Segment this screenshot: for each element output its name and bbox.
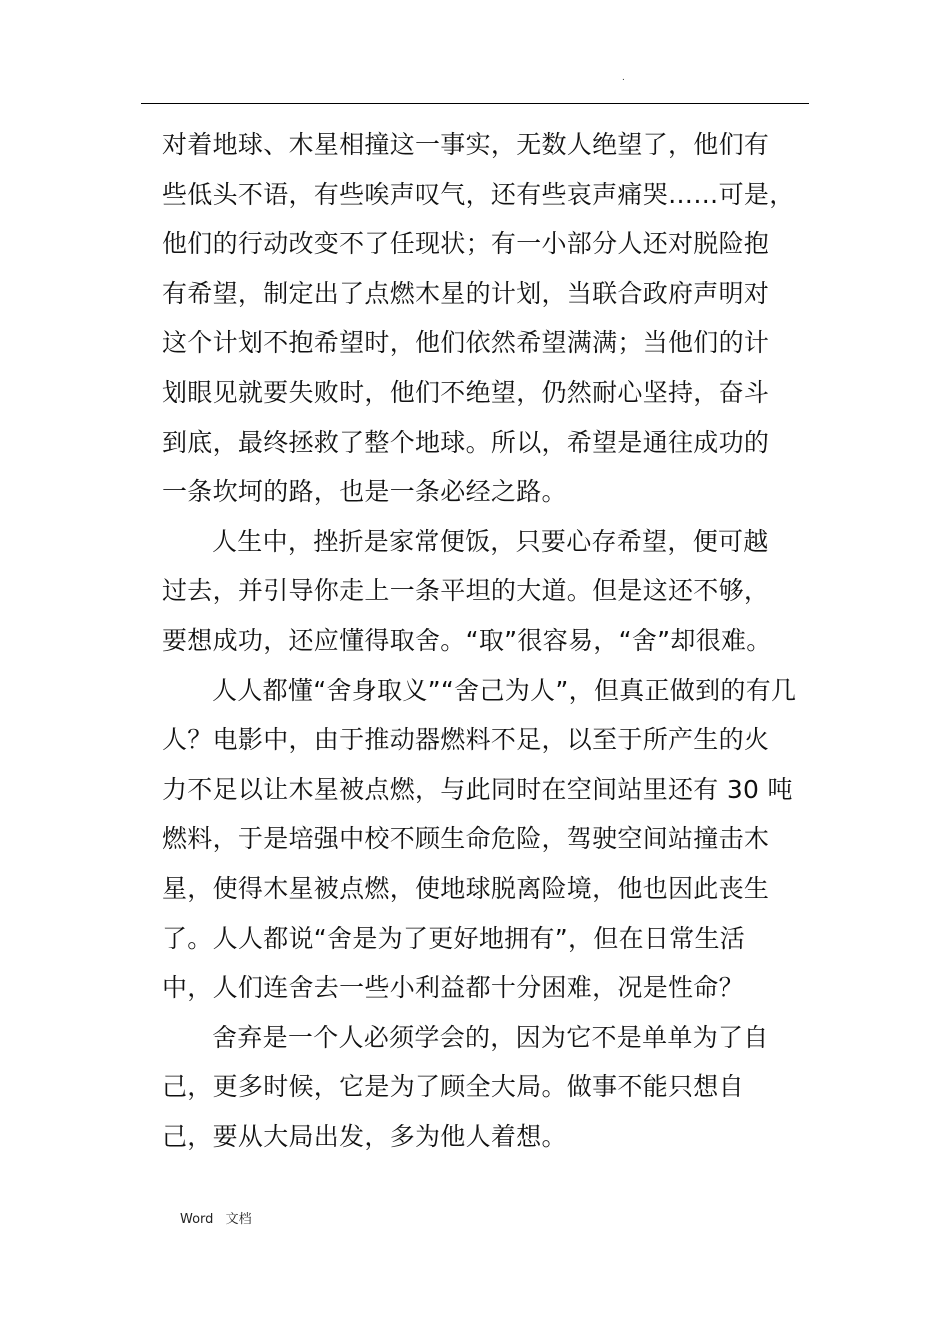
text-line: 要想成功，还应懂得取舍。“取”很容易，“舍”却很难。 <box>162 625 772 655</box>
text-line: 划眼见就要失败时，他们不绝望，仍然耐心坚持，奋斗 <box>162 377 770 407</box>
page-footer <box>180 1211 252 1229</box>
text-line: 一条坎坷的路，也是一条必经之路。 <box>162 477 567 507</box>
text-line: 燃料，于是培强中校不顾生命危险，驾驶空间站撞击木 <box>162 824 770 854</box>
text-line: 对着地球、木星相撞这一事实，无数人绝望了，他们有 <box>162 130 770 159</box>
paragraph-start-line: 舍弃是一个人必须学会的，因为它不是单单为了自 <box>212 1022 769 1052</box>
text-line: 己，更多时候，它是为了顾全大局。做事不能只想自 <box>162 1072 744 1102</box>
text-line: 些低头不语，有些唉声叹气，还有些哀声痛哭……可是， <box>162 179 795 209</box>
text-line: 力不足以让木星被点燃，与此同时在空间站里还有 30 吨 <box>162 774 793 804</box>
text-line: 星，使得木星被点燃，使地球脱离险境，他也因此丧生 <box>162 873 770 903</box>
text-line: 这个计划不抱希望时，他们依然希望满满；当他们的计 <box>162 328 770 358</box>
header-mark: . <box>622 72 625 83</box>
header-divider <box>141 103 809 104</box>
document-body <box>162 120 802 1161</box>
text-line: 了。人人都说“舍是为了更好地拥有”，但在日常生活 <box>162 923 746 953</box>
text-line: 他们的行动改变不了任现状；有一小部分人还对脱险抱 <box>162 229 770 259</box>
footer-doc-label: 文档 <box>225 1212 252 1227</box>
text-line: 有希望，制定出了点燃木星的计划，当联合政府声明对 <box>162 278 770 308</box>
text-line: 到底，最终拯救了整个地球。所以，希望是通往成功的 <box>162 427 770 457</box>
paragraph-start-line: 人人都懂“舍身取义”“舍己为人”，但真正做到的有几 <box>212 675 797 705</box>
footer-word-label: Word <box>180 1212 214 1227</box>
paragraph-start-line: 人生中，挫折是家常便饭，只要心存希望，便可越 <box>212 526 769 556</box>
text-line: 中，人们连舍去一些小利益都十分困难，况是性命？ <box>162 973 744 1003</box>
text-line: 己，要从大局出发，多为他人着想。 <box>162 1121 567 1151</box>
text-line: 人？电影中，由于推动器燃料不足，以至于所产生的火 <box>162 725 770 755</box>
text-line: 过去，并引导你走上一条平坦的大道。但是这还不够， <box>162 576 770 606</box>
